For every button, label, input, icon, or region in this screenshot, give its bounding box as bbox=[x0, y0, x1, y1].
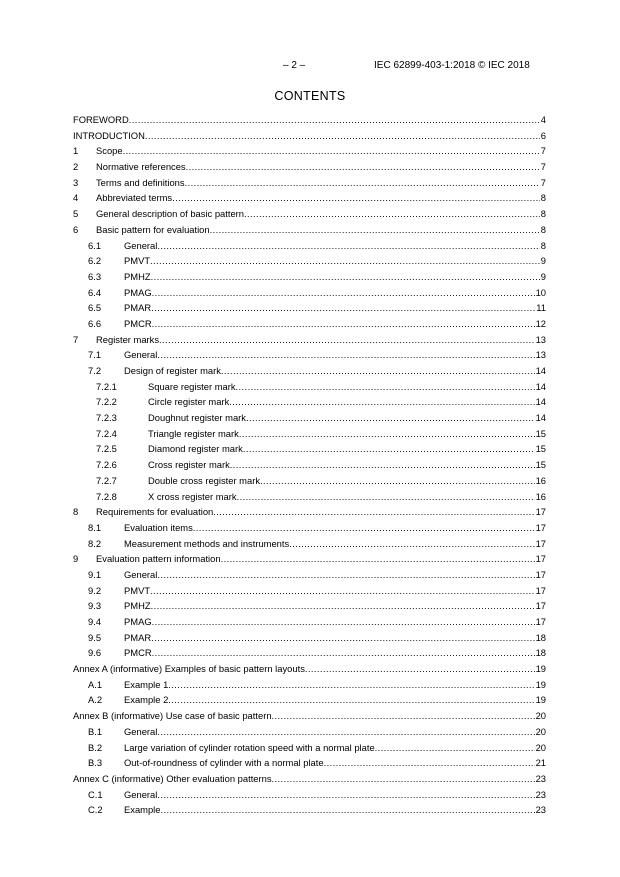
toc-entry-leader-line bbox=[73, 708, 546, 724]
dot-leader bbox=[244, 206, 540, 222]
dot-leader bbox=[237, 489, 535, 505]
toc-entry[interactable] bbox=[73, 347, 546, 363]
dot-leader bbox=[185, 175, 540, 191]
toc-entry-leader-line bbox=[148, 473, 546, 489]
toc-entry-page: 17 bbox=[535, 537, 546, 549]
toc-entry-page: 23 bbox=[535, 788, 546, 800]
dot-leader bbox=[123, 143, 540, 159]
toc-entry-page: 17 bbox=[535, 553, 546, 565]
dot-leader bbox=[246, 410, 535, 426]
toc-entry[interactable] bbox=[73, 630, 546, 646]
toc-entry[interactable] bbox=[73, 567, 546, 583]
toc-entry[interactable] bbox=[73, 755, 546, 771]
toc-entry[interactable] bbox=[73, 190, 546, 206]
toc-entry-leader-line bbox=[73, 128, 546, 144]
toc-entry-label: PMHZ bbox=[124, 269, 151, 285]
toc-entry-label: Evaluation items bbox=[124, 520, 193, 536]
toc-entry-label: Annex C (informative) Other evaluation patterns bbox=[73, 771, 272, 787]
toc-entry-number: 7.2.2 bbox=[96, 396, 117, 408]
page-header bbox=[0, 60, 620, 74]
toc-entry-page: 17 bbox=[535, 506, 546, 518]
toc-entry[interactable] bbox=[73, 363, 546, 379]
toc-entry-page: 7 bbox=[540, 161, 546, 173]
dot-leader bbox=[260, 473, 535, 489]
toc-entry-number: B.2 bbox=[88, 741, 103, 753]
toc-entry-leader-line bbox=[96, 222, 546, 238]
toc-entry-label: Measurement methods and instruments bbox=[124, 536, 289, 552]
toc-entry-page: 23 bbox=[535, 772, 546, 784]
toc-entry-leader-line bbox=[96, 504, 546, 520]
toc-entry-number: C.1 bbox=[88, 788, 103, 800]
toc-entry-label: Diamond register mark bbox=[148, 441, 243, 457]
toc-entry-leader-line bbox=[124, 253, 546, 269]
dot-leader bbox=[152, 285, 535, 301]
toc-entry-leader-line bbox=[96, 175, 546, 191]
toc-entry-leader-line bbox=[96, 206, 546, 222]
dot-leader bbox=[157, 787, 534, 803]
toc-entry-leader-line bbox=[124, 347, 546, 363]
toc-entry-leader-line bbox=[96, 332, 546, 348]
toc-entry-leader-line bbox=[124, 692, 546, 708]
toc-entry[interactable] bbox=[73, 159, 546, 175]
dot-leader bbox=[151, 269, 540, 285]
toc-entry-label: Annex B (informative) Use case of basic pattern bbox=[73, 708, 272, 724]
toc-entry[interactable] bbox=[73, 269, 546, 285]
toc-entry[interactable] bbox=[73, 332, 546, 348]
toc-entry-page: 8 bbox=[540, 208, 546, 220]
dot-leader bbox=[151, 300, 535, 316]
dot-leader bbox=[272, 771, 535, 787]
toc-entry-number: A.1 bbox=[88, 678, 103, 690]
toc-entry[interactable] bbox=[73, 489, 546, 505]
toc-entry-leader-line bbox=[124, 536, 546, 552]
toc-entry-page: 19 bbox=[535, 678, 546, 690]
toc-entry-page: 17 bbox=[535, 600, 546, 612]
toc-entry-number: 7.2.7 bbox=[96, 474, 117, 486]
toc-entry-leader-line bbox=[124, 583, 546, 599]
toc-entry-leader-line bbox=[73, 112, 546, 128]
toc-entry-leader-line bbox=[124, 316, 546, 332]
toc-entry-leader-line bbox=[124, 363, 546, 379]
toc-entry-leader-line bbox=[148, 441, 546, 457]
toc-entry-number: 7.1 bbox=[88, 349, 102, 361]
toc-entry[interactable] bbox=[73, 536, 546, 552]
toc-entry-page: 7 bbox=[540, 176, 546, 188]
toc-entry-leader-line bbox=[124, 740, 546, 756]
toc-entry[interactable] bbox=[73, 379, 546, 395]
toc-entry-label: Basic pattern for evaluation bbox=[96, 222, 210, 238]
dot-leader bbox=[150, 583, 535, 599]
toc-entry-page: 12 bbox=[535, 317, 546, 329]
toc-entry-label: Terms and definitions bbox=[96, 175, 185, 191]
toc-entry[interactable] bbox=[73, 473, 546, 489]
toc-entry[interactable] bbox=[73, 410, 546, 426]
dot-leader bbox=[221, 363, 535, 379]
toc-entry-label: FOREWORD bbox=[73, 112, 129, 128]
toc-entry-label: PMAG bbox=[124, 285, 152, 301]
dot-leader bbox=[375, 740, 535, 756]
toc-entry[interactable] bbox=[73, 677, 546, 693]
toc-entry-label: General bbox=[124, 238, 157, 254]
dot-leader bbox=[145, 128, 540, 144]
table-of-contents bbox=[73, 112, 546, 818]
toc-entry-label: PMAR bbox=[124, 300, 151, 316]
toc-entry-leader-line bbox=[148, 394, 546, 410]
toc-entry-number: 9.2 bbox=[88, 584, 102, 596]
toc-entry-number: 8.2 bbox=[88, 537, 102, 549]
toc-entry-page: 8 bbox=[540, 192, 546, 204]
dot-leader bbox=[151, 598, 535, 614]
document-reference: IEC 62899-403-1:2018 © IEC 2018 bbox=[374, 60, 530, 71]
toc-entry-label: Requirements for evaluation bbox=[96, 504, 213, 520]
toc-entry-page: 17 bbox=[535, 584, 546, 596]
toc-entry-leader-line bbox=[148, 379, 546, 395]
toc-entry-leader-line bbox=[96, 143, 546, 159]
toc-entry-leader-line bbox=[124, 787, 546, 803]
toc-entry[interactable] bbox=[73, 504, 546, 520]
toc-entry-page: 23 bbox=[535, 804, 546, 816]
toc-entry-page: 8 bbox=[540, 239, 546, 251]
toc-entry-page: 14 bbox=[535, 396, 546, 408]
toc-entry-number: 6.6 bbox=[88, 317, 102, 329]
toc-entry[interactable] bbox=[73, 316, 546, 332]
toc-entry-page: 17 bbox=[535, 568, 546, 580]
dot-leader bbox=[129, 112, 540, 128]
toc-entry-number: 9.5 bbox=[88, 631, 102, 643]
toc-entry[interactable] bbox=[73, 708, 546, 724]
toc-entry[interactable] bbox=[73, 300, 546, 316]
toc-entry-page: 10 bbox=[535, 286, 546, 298]
toc-entry-label: Scope bbox=[96, 143, 123, 159]
toc-entry-number: 9.1 bbox=[88, 568, 102, 580]
toc-entry-number: 6.5 bbox=[88, 302, 102, 314]
toc-entry-label: Circle register mark bbox=[148, 394, 229, 410]
toc-entry-label: PMCR bbox=[124, 316, 152, 332]
toc-entry-page: 14 bbox=[535, 365, 546, 376]
toc-entry-number: 8 bbox=[73, 506, 79, 518]
toc-entry-label: Example 2 bbox=[124, 692, 168, 708]
toc-entry-number: 6.1 bbox=[88, 239, 102, 251]
toc-entry-page: 11 bbox=[536, 302, 546, 314]
toc-entry[interactable] bbox=[73, 441, 546, 457]
toc-entry[interactable] bbox=[73, 238, 546, 254]
toc-entry-label: X cross register mark bbox=[148, 489, 237, 505]
toc-entry-label: PMAR bbox=[124, 630, 151, 646]
toc-entry[interactable] bbox=[73, 661, 546, 677]
toc-entry-page: 14 bbox=[535, 380, 546, 392]
toc-entry-page: 9 bbox=[540, 255, 546, 267]
toc-entry-page: 20 bbox=[535, 725, 546, 737]
dot-leader bbox=[186, 159, 540, 175]
toc-entry-page: 9 bbox=[540, 270, 546, 282]
toc-entry-leader-line bbox=[73, 771, 546, 787]
dot-leader bbox=[221, 551, 535, 567]
toc-entry-label: PMHZ bbox=[124, 598, 151, 614]
toc-entry-page: 8 bbox=[540, 223, 546, 235]
toc-entry[interactable] bbox=[73, 583, 546, 599]
toc-entry-number: 5 bbox=[73, 208, 79, 220]
toc-entry-label: Register marks bbox=[96, 332, 159, 348]
toc-entry-page: 13 bbox=[535, 333, 546, 345]
toc-entry-page: 14 bbox=[535, 412, 546, 424]
toc-entry-leader-line bbox=[124, 724, 546, 740]
toc-entry[interactable] bbox=[73, 206, 546, 222]
toc-entry-number: 8.1 bbox=[88, 521, 102, 533]
toc-entry-leader-line bbox=[96, 190, 546, 206]
toc-entry-page: 6 bbox=[540, 129, 546, 141]
toc-entry-number: 7.2.5 bbox=[96, 443, 117, 455]
toc-entry-leader-line bbox=[124, 677, 546, 693]
toc-entry-label: General bbox=[124, 567, 157, 583]
toc-entry-number: 9.3 bbox=[88, 600, 102, 612]
dot-leader bbox=[151, 630, 534, 646]
toc-entry-leader-line bbox=[124, 802, 546, 818]
toc-entry-number: 9.6 bbox=[88, 647, 102, 659]
dot-leader bbox=[289, 536, 534, 552]
dot-leader bbox=[229, 394, 534, 410]
toc-entry-label: Out-of-roundness of cylinder with a normal plate bbox=[124, 755, 324, 771]
toc-entry-number: 4 bbox=[73, 192, 79, 204]
toc-entry-leader-line bbox=[124, 630, 546, 646]
toc-entry-number: 9 bbox=[73, 553, 79, 565]
toc-entry-label: Large variation of cylinder rotation speed with a normal plate bbox=[124, 740, 375, 756]
toc-entry-page: 15 bbox=[535, 459, 546, 471]
toc-entry[interactable] bbox=[73, 614, 546, 630]
toc-entry-number: 7.2.8 bbox=[96, 490, 117, 502]
toc-entry-label: PMVT bbox=[124, 253, 150, 269]
dot-leader bbox=[230, 457, 535, 473]
toc-entry-number: 7 bbox=[73, 333, 79, 345]
dot-leader bbox=[157, 567, 534, 583]
dot-leader bbox=[157, 724, 534, 740]
toc-entry-page: 16 bbox=[535, 490, 546, 502]
toc-entry-leader-line bbox=[124, 567, 546, 583]
toc-entry-leader-line bbox=[124, 614, 546, 630]
dot-leader bbox=[152, 614, 535, 630]
toc-entry-label: PMVT bbox=[124, 583, 150, 599]
toc-entry-leader-line bbox=[124, 755, 546, 771]
toc-entry-label: Normative references bbox=[96, 159, 186, 175]
page-title: CONTENTS bbox=[274, 89, 346, 103]
toc-entry-leader-line bbox=[124, 238, 546, 254]
dot-leader bbox=[152, 645, 535, 661]
toc-entry-page: 20 bbox=[535, 741, 546, 753]
toc-entry-number: 7.2.1 bbox=[96, 380, 117, 392]
toc-entry[interactable] bbox=[73, 598, 546, 614]
toc-entry-number: 6 bbox=[73, 223, 79, 235]
toc-entry-label: Triangle register mark bbox=[148, 426, 239, 442]
dot-leader bbox=[243, 441, 535, 457]
toc-entry-number: B.3 bbox=[88, 757, 103, 769]
dot-leader bbox=[193, 520, 535, 536]
toc-entry-label: Design of register mark bbox=[124, 363, 221, 379]
dot-leader bbox=[324, 755, 535, 771]
toc-entry[interactable] bbox=[73, 222, 546, 238]
dot-leader bbox=[236, 379, 535, 395]
toc-entry-number: B.1 bbox=[88, 725, 103, 737]
toc-entry-label: General bbox=[124, 787, 157, 803]
toc-entry-label: PMCR bbox=[124, 645, 152, 661]
dot-leader bbox=[160, 802, 534, 818]
toc-entry-leader-line bbox=[148, 410, 546, 426]
toc-entry[interactable] bbox=[73, 128, 546, 144]
toc-entry-number: 6.2 bbox=[88, 255, 102, 267]
toc-entry-label: Doughnut register mark bbox=[148, 410, 246, 426]
toc-entry-label: Example 1 bbox=[124, 677, 168, 693]
toc-entry-number: 1 bbox=[73, 145, 79, 157]
toc-entry-leader-line bbox=[73, 661, 546, 677]
toc-entry[interactable] bbox=[73, 520, 546, 536]
toc-entry[interactable] bbox=[73, 426, 546, 442]
toc-entry-label: Evaluation pattern information bbox=[96, 551, 221, 567]
toc-entry[interactable] bbox=[73, 692, 546, 708]
toc-entry-leader-line bbox=[124, 300, 546, 316]
toc-entry-label: PMAG bbox=[124, 614, 152, 630]
toc-entry-number: A.2 bbox=[88, 694, 103, 706]
toc-entry-number: 7.2.4 bbox=[96, 427, 117, 439]
toc-entry-label: Annex A (informative) Examples of basic pattern layouts bbox=[73, 661, 305, 677]
toc-entry-number: C.2 bbox=[88, 804, 103, 816]
toc-entry-leader-line bbox=[96, 551, 546, 567]
dot-leader bbox=[168, 677, 534, 693]
dot-leader bbox=[152, 316, 535, 332]
dot-leader bbox=[210, 222, 540, 238]
toc-entry[interactable] bbox=[73, 740, 546, 756]
dot-leader bbox=[272, 708, 535, 724]
dot-leader bbox=[159, 332, 535, 348]
toc-entry-page: 18 bbox=[535, 631, 546, 643]
toc-entry-label: Example bbox=[124, 802, 160, 818]
toc-entry-page: 13 bbox=[535, 349, 546, 361]
toc-entry[interactable] bbox=[73, 787, 546, 803]
toc-entry-page: 16 bbox=[535, 474, 546, 486]
toc-entry-leader-line bbox=[124, 598, 546, 614]
toc-entry-page: 18 bbox=[535, 647, 546, 659]
toc-entry-leader-line bbox=[124, 285, 546, 301]
toc-entry-page: 21 bbox=[535, 757, 546, 769]
toc-entry[interactable] bbox=[73, 112, 546, 128]
toc-entry[interactable] bbox=[73, 175, 546, 191]
toc-entry-page: 17 bbox=[535, 521, 546, 533]
toc-entry-page: 19 bbox=[535, 694, 546, 706]
dot-leader bbox=[150, 253, 540, 269]
toc-entry-page: 19 bbox=[535, 663, 546, 675]
toc-entry-number: 9.4 bbox=[88, 616, 102, 627]
toc-entry-page: 4 bbox=[540, 114, 546, 125]
toc-entry-label: General description of basic pattern bbox=[96, 206, 244, 222]
toc-entry-leader-line bbox=[96, 159, 546, 175]
toc-entry[interactable] bbox=[73, 285, 546, 301]
toc-entry[interactable] bbox=[73, 771, 546, 787]
toc-entry-leader-line bbox=[148, 457, 546, 473]
toc-entry-label: General bbox=[124, 724, 157, 740]
toc-entry-number: 2 bbox=[73, 161, 79, 173]
toc-entry-leader-line bbox=[124, 645, 546, 661]
toc-entry-page: 17 bbox=[535, 616, 546, 627]
toc-entry[interactable] bbox=[73, 253, 546, 269]
toc-entry-label: INTRODUCTION bbox=[73, 128, 145, 144]
toc-entry[interactable] bbox=[73, 143, 546, 159]
toc-entry-label: Abbreviated terms bbox=[96, 190, 172, 206]
toc-entry-leader-line bbox=[124, 520, 546, 536]
toc-entry-label: Double cross register mark bbox=[148, 473, 260, 489]
toc-entry-leader-line bbox=[124, 269, 546, 285]
dot-leader bbox=[157, 347, 534, 363]
toc-entry-page: 15 bbox=[535, 427, 546, 439]
toc-entry-label: Cross register mark bbox=[148, 457, 230, 473]
toc-entry[interactable] bbox=[73, 551, 546, 567]
toc-entry[interactable] bbox=[73, 724, 546, 740]
toc-entry-number: 7.2.3 bbox=[96, 412, 117, 424]
toc-entry-leader-line bbox=[148, 489, 546, 505]
toc-entry-page: 20 bbox=[535, 710, 546, 722]
dot-leader bbox=[213, 504, 534, 520]
dot-leader bbox=[168, 692, 534, 708]
toc-entry-number: 7.2 bbox=[88, 365, 102, 376]
toc-entry[interactable] bbox=[73, 394, 546, 410]
page-number: – 2 – bbox=[283, 60, 306, 71]
dot-leader bbox=[157, 238, 539, 254]
toc-entry-number: 6.3 bbox=[88, 270, 102, 282]
toc-entry-page: 15 bbox=[535, 443, 546, 455]
toc-entry-page: 7 bbox=[540, 145, 546, 157]
toc-entry-leader-line bbox=[148, 426, 546, 442]
dot-leader bbox=[172, 190, 540, 206]
toc-entry-number: 7.2.6 bbox=[96, 459, 117, 471]
dot-leader bbox=[305, 661, 535, 677]
toc-entry[interactable] bbox=[73, 457, 546, 473]
toc-entry[interactable] bbox=[73, 645, 546, 661]
toc-entry-label: General bbox=[124, 347, 157, 363]
dot-leader bbox=[239, 426, 535, 442]
toc-entry-number: 6.4 bbox=[88, 286, 102, 298]
toc-entry-label: Square register mark bbox=[148, 379, 236, 395]
toc-entry-number: 3 bbox=[73, 176, 79, 188]
toc-entry[interactable] bbox=[73, 802, 546, 818]
